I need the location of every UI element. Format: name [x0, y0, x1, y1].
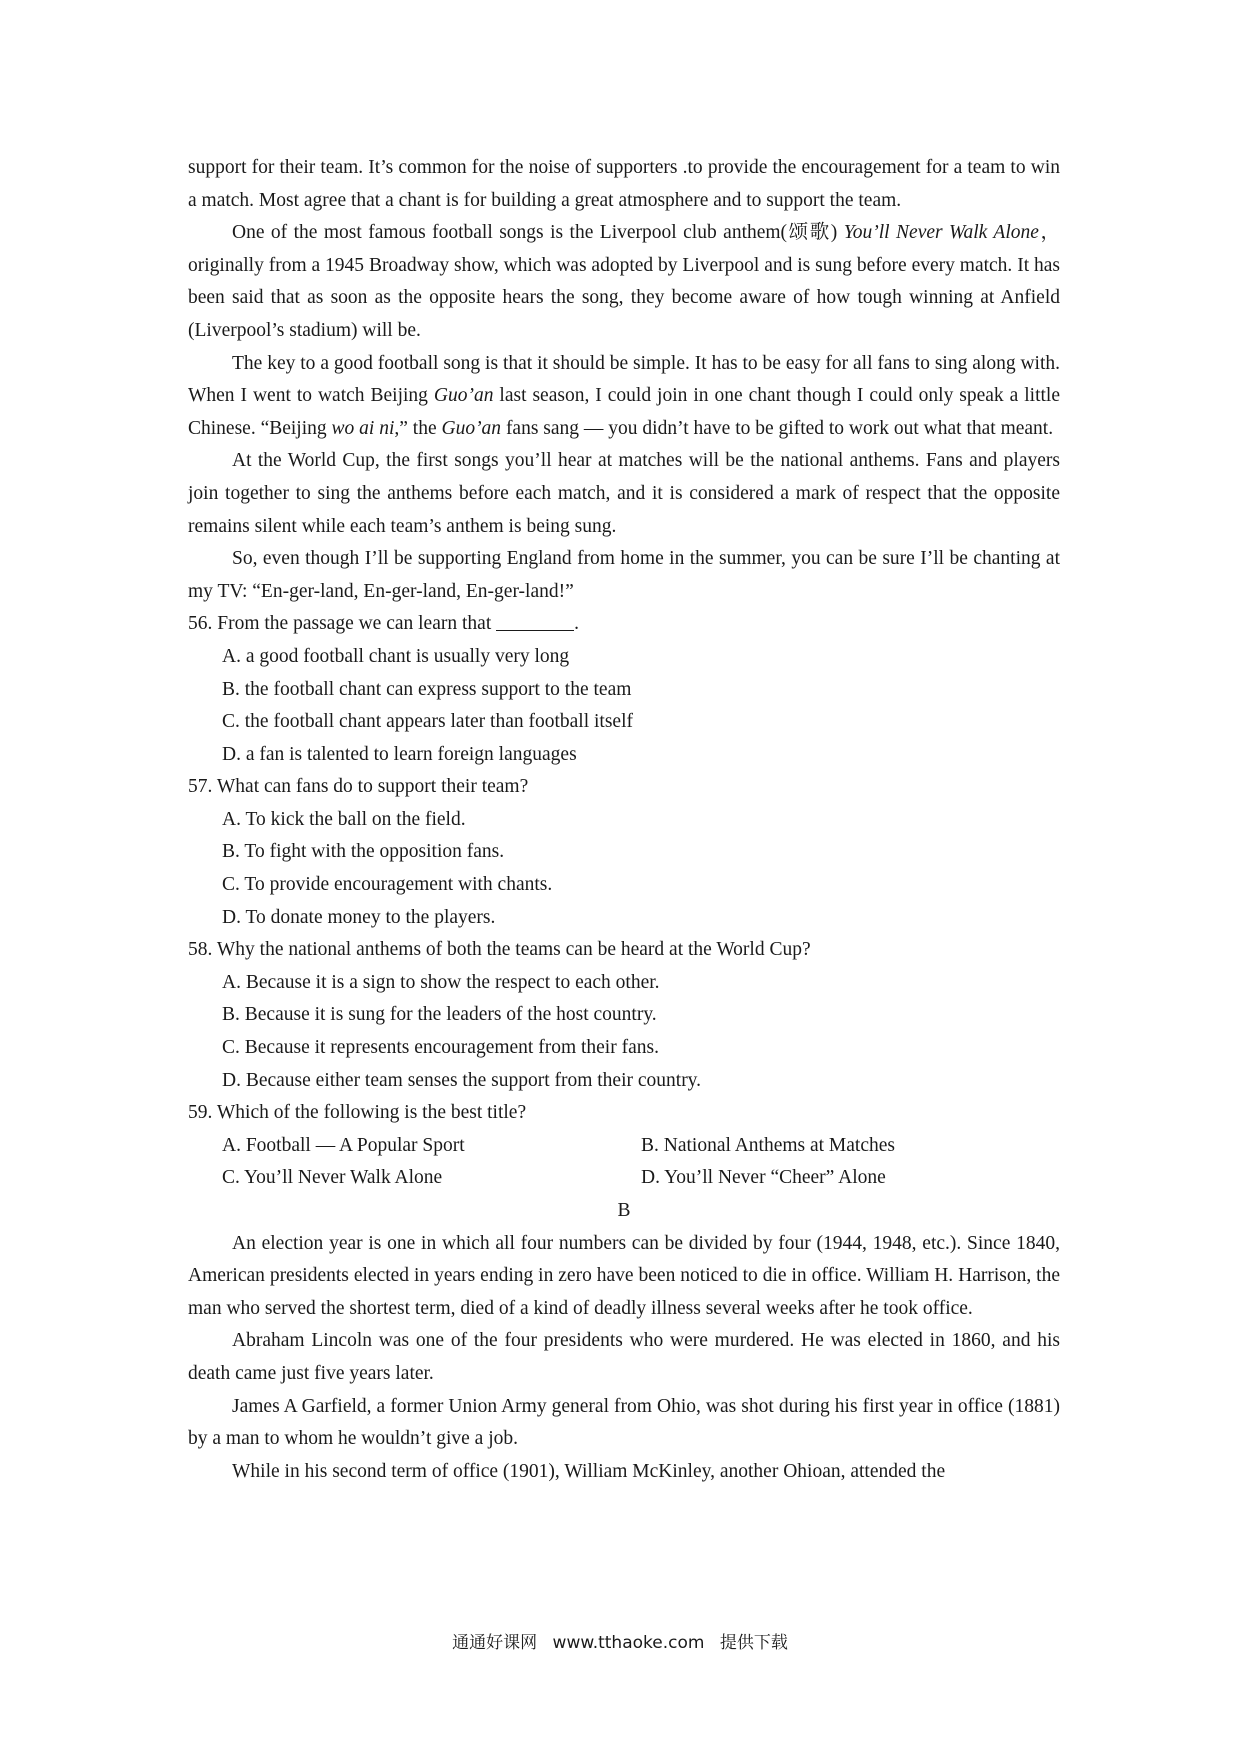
team-name: Guo’an: [441, 417, 502, 439]
passage-a-paragraph-3: At the World Cup, the first songs you’ll hear at matches will be the national anthems. Fans and players join together to sing the anthems before each match, and it is considered a mark of respect that the opposite remains silent while each team’s anthem is being sung.: [188, 450, 1060, 537]
chant-text: wo ai ni: [331, 417, 395, 439]
option-a: A. Because it is a sign to show the respect to each other.: [222, 971, 660, 993]
passage-b-paragraph-3: James A Garfield, a former Union Army general from Ohio, was shot during his first year in office (1881) by a man to whom he wouldn’t give a job.: [188, 1395, 1060, 1450]
option-d: D. To donate money to the players.: [222, 906, 496, 928]
question-stem: 58. Why the national anthems of both the teams can be heard at the World Cup?: [188, 939, 811, 961]
option-b: B. Because it is sung for the leaders of the host country.: [222, 1004, 657, 1026]
option-d: D. Because either team senses the support from their country.: [222, 1069, 702, 1091]
option-row: [188, 1162, 1060, 1195]
option-b: B. To fight with the opposition fans.: [222, 841, 505, 863]
option-d: D. a fan is talented to learn foreign languages: [222, 743, 577, 765]
question-stem: 57. What can fans do to support their team?: [188, 776, 529, 798]
question-59: [188, 1097, 1060, 1195]
option-a: A. a good football chant is usually very long: [222, 645, 570, 667]
document-page: [188, 152, 1060, 1488]
passage-a-paragraph-1: One of the most famous football songs is the Liverpool club anthem(颂歌) You’ll Never Walk Alone，originally from a 1945 Broadway show, which was adopted by Liverpool and is sung before every match. It has been said that as soon as the opposite hears the song, they become aware of how tough winning at Anfield (Liverpool’s stadium) will be.: [188, 222, 1060, 341]
question-stem: 59. Which of the following is the best title?: [188, 1102, 527, 1124]
option-row: [188, 1130, 1060, 1163]
question-58: [188, 934, 1060, 1097]
passage-b-paragraph-4: While in his second term of office (1901), William McKinley, another Ohioan, attended the: [232, 1460, 946, 1482]
team-name: Guo’an: [433, 385, 494, 407]
option-a: A. Football — A Popular Sport: [222, 1134, 465, 1156]
option-c: C. To provide encouragement with chants.: [222, 874, 553, 896]
option-d: D. You’ll Never “Cheer” Alone: [641, 1167, 886, 1189]
question-stem: 56. From the passage we can learn that .: [188, 608, 1060, 641]
option-c: C. Because it represents encouragement from their fans.: [222, 1037, 659, 1059]
passage-b-paragraph-1: An election year is one in which all four numbers can be divided by four (1944, 1948, etc.). Since 1840, American presidents elected in years ending in zero have been noticed to die in office. William H. Harrison, the man who served the shortest term, died of a kind of deadly illness several weeks after he took office.: [188, 1232, 1060, 1319]
passage-b-paragraph-2: Abraham Lincoln was one of the four presidents who were murdered. He was elected in 1860, and his death came just five years later.: [188, 1330, 1060, 1384]
option-c: C. the football chant appears later than football itself: [222, 711, 633, 733]
song-title: You’ll Never Walk Alone: [843, 222, 1039, 244]
passage-a-paragraph-4: So, even though I’ll be supporting England from home in the summer, you can be sure I’ll be chanting at my TV: “En-ger-land, En-ger-land, En-ger-land!”: [188, 548, 1060, 602]
passage-a-paragraph-2: The key to a good football song is that it should be simple. It has to be easy for all fans to sing along with. When I went to watch Beijing Guo’an last season, I could join in one chant though I could only speak a little Chinese. “Beijing wo ai ni,” the Guo’an fans sang — you didn’t have to be gifted to work out what that meant.: [188, 352, 1061, 439]
option-b: B. the football chant can express support to the team: [222, 678, 632, 700]
question-57: [188, 771, 1060, 934]
option-c: C. You’ll Never Walk Alone: [222, 1167, 443, 1189]
footer-note: 提供下载: [719, 1633, 788, 1653]
page-footer: [0, 1628, 1240, 1653]
section-heading-b: B: [617, 1200, 631, 1221]
answer-blank: [496, 610, 574, 631]
passage-a-paragraph-0: support for their team. It’s common for the noise of supporters .to provide the encouragement for a team to win a match. Most agree that a chant is for building a great atmosphere and to support the team.: [188, 157, 1060, 211]
option-a: A. To kick the ball on the field.: [222, 808, 466, 830]
option-b: B. National Anthems at Matches: [641, 1134, 895, 1156]
footer-site-name: 通通好课网: [452, 1633, 538, 1653]
footer-url: www.tthaoke.com: [552, 1633, 705, 1653]
question-56: [188, 608, 1060, 771]
